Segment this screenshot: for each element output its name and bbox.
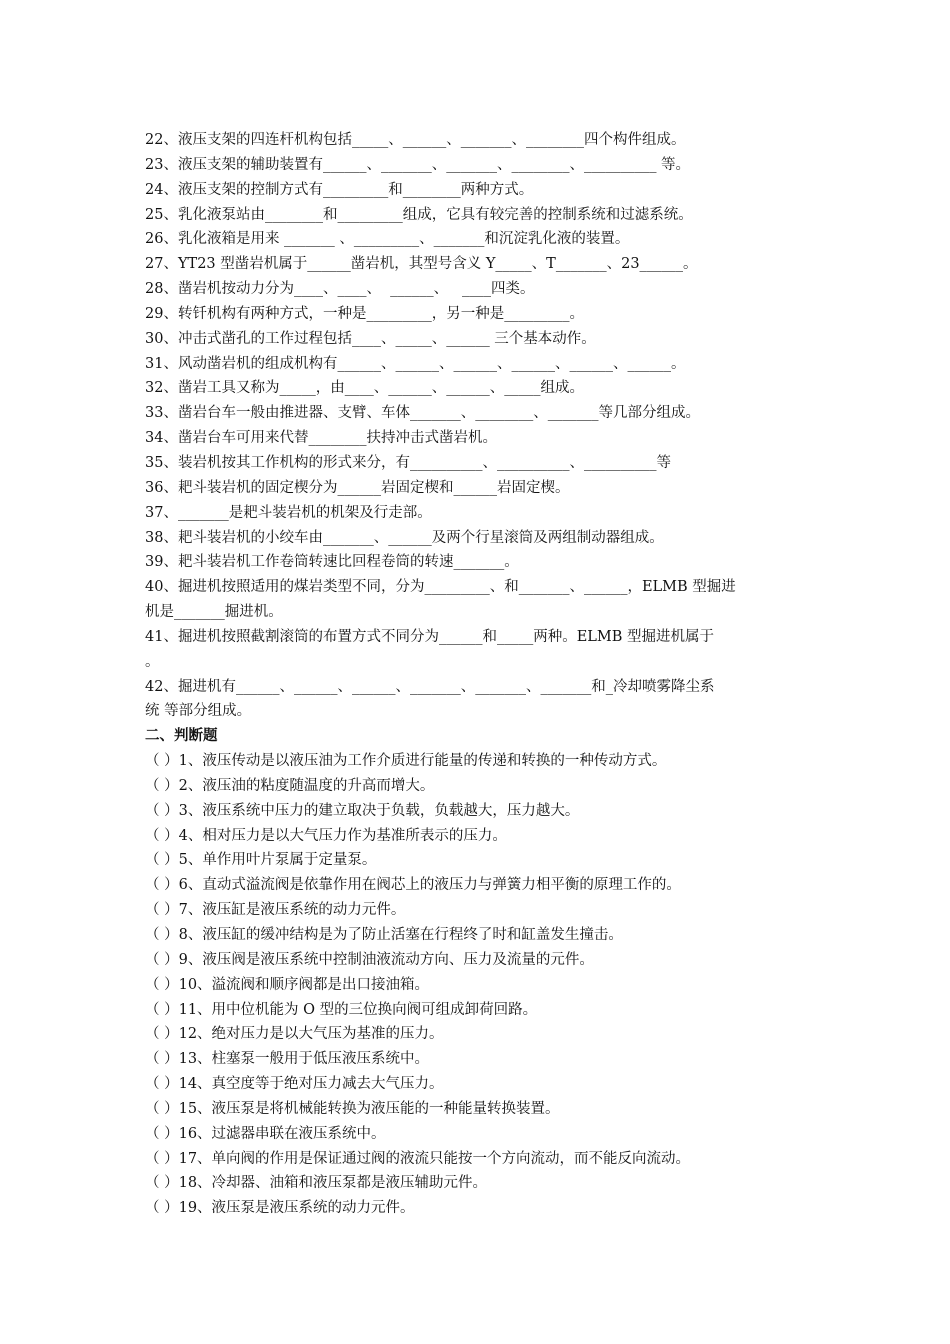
true-false-item: （ ）3、液压系统中压力的建立取决于负载，负载越大，压力越大。: [145, 802, 580, 819]
true-false-item: （ ）18、冷却器、油箱和液压泵都是液压辅助元件。: [145, 1175, 488, 1192]
question-line: 31、风动凿岩机的组成机构有______、______、______、______、______、______。: [145, 355, 686, 372]
true-false-item: （ ）9、液压阀是液压系统中控制油液流动方向、压力及流量的元件。: [145, 951, 594, 968]
true-false-item: （ ）6、直动式溢流阀是依靠作用在阀芯上的液压力与弹簧力相平衡的原理工作的。: [145, 877, 681, 894]
question-line: 。: [145, 653, 160, 670]
true-false-item: （ ）10、溢流阀和顺序阀都是出口接油箱。: [145, 976, 430, 993]
true-false-item: （ ）15、液压泵是将机械能转换为液压能的一种能量转换装置。: [145, 1100, 560, 1117]
true-false-item: （ ）16、过滤器串联在液压系统中。: [145, 1125, 386, 1142]
true-false-item: （ ）14、真空度等于绝对压力减去大气压力。: [145, 1076, 444, 1093]
question-line: 41、掘进机按照截割滚筒的布置方式不同分为______和_____两种。ELMB 型掘进机属于: [145, 628, 715, 645]
question-line: 28、凿岩机按动力分为____、____、 ______、 ____四类。: [145, 281, 535, 298]
section-title: 二、判断题: [145, 727, 218, 745]
question-line: 32、凿岩工具又称为_____，由____、______、______、_____组成。: [145, 380, 584, 397]
question-line: 33、凿岩台车一般由推进器、支臂、车体_______、________、_______等几部分组成。: [145, 405, 700, 422]
true-false-item: （ ）1、液压传动是以液压油为工作介质进行能量的传递和转换的一种传动方式。: [145, 753, 667, 770]
true-false-item: （ ）11、用中位机能为 O 型的三位换向阀可组成卸荷回路。: [145, 1001, 538, 1018]
true-false-item: （ ）12、绝对压力是以大气压为基准的压力。: [145, 1026, 444, 1043]
question-line: 机是_______掘进机。: [145, 604, 283, 621]
question-line: 25、乳化液泵站由________和_________组成，它具有较完善的控制系统和过滤系统。: [145, 206, 693, 223]
question-line: 37、_______是耙斗装岩机的机架及行走部。: [145, 504, 432, 521]
question-line: 30、冲击式凿孔的工作过程包括____、_____、______ 三个基本动作。: [145, 330, 596, 347]
true-false-item: （ ）5、单作用叶片泵属于定量泵。: [145, 852, 377, 869]
true-false-item: （ ）4、相对压力是以大气压力作为基准所表示的压力。: [145, 827, 507, 844]
true-false-item: （ ）8、液压缸的缓冲结构是为了防止活塞在行程终了时和缸盖发生撞击。: [145, 927, 623, 943]
true-false-item: （ ）19、液压泵是液压系统的动力元件。: [145, 1200, 415, 1217]
true-false-item: （ ）17、单向阀的作用是保证通过阀的液流只能按一个方向流动，而不能反向流动。: [145, 1150, 691, 1167]
question-line: 35、装岩机按其工作机构的形式来分，有__________、__________、__________等: [145, 454, 671, 471]
question-line: 36、耙斗装岩机的固定楔分为______岩固定楔和______岩固定楔。: [145, 479, 570, 496]
question-line: 39、耙斗装岩机工作卷筒转速比回程卷筒的转速_______。: [145, 554, 519, 571]
question-line: 22、液压支架的四连杆机构包括_____、______、_______、________四个构件组成。: [145, 132, 686, 148]
question-line: 统 等部分组成。: [145, 703, 252, 720]
question-line: 23、液压支架的辅助装置有______、_______、_______、________、__________ 等。: [145, 156, 691, 173]
question-line: 24、液压支架的控制方式有_________和________两种方式。: [145, 181, 534, 198]
document-page: [145, 128, 813, 1221]
fill-in-blank-section: [145, 128, 813, 724]
true-false-item: （ ）13、柱塞泵一般用于低压液压系统中。: [145, 1051, 430, 1068]
question-line: 29、转钎机构有两种方式，一种是_________，另一种是_________。: [145, 305, 584, 322]
question-line: 27、YT23 型凿岩机属于______凿岩机，其型号含义 Y_____、T_______、23______。: [145, 256, 698, 273]
true-false-item: （ ）2、液压油的粘度随温度的升高而增大。: [145, 777, 435, 794]
question-line: 26、乳化液箱是用来 _______ 、_________、_______和沉淀乳化液的装置。: [145, 231, 630, 248]
true-false-section: [145, 749, 813, 1221]
question-line: 42、掘进机有______、______、______、_______、_______、_______和_冷却喷雾降尘系: [145, 678, 715, 695]
question-line: 40、掘进机按照适用的煤岩类型不同，分为_________、和_______、______，ELMB 型掘进: [145, 579, 736, 596]
question-line: 34、凿岩台车可用来代替________扶持冲击式凿岩机。: [145, 430, 497, 447]
true-false-item: （ ）7、液压缸是液压系统的动力元件。: [145, 902, 406, 919]
question-line: 38、耙斗装岩机的小绞车由_______、______及两个行星滚筒及两组制动器组成。: [145, 529, 664, 546]
